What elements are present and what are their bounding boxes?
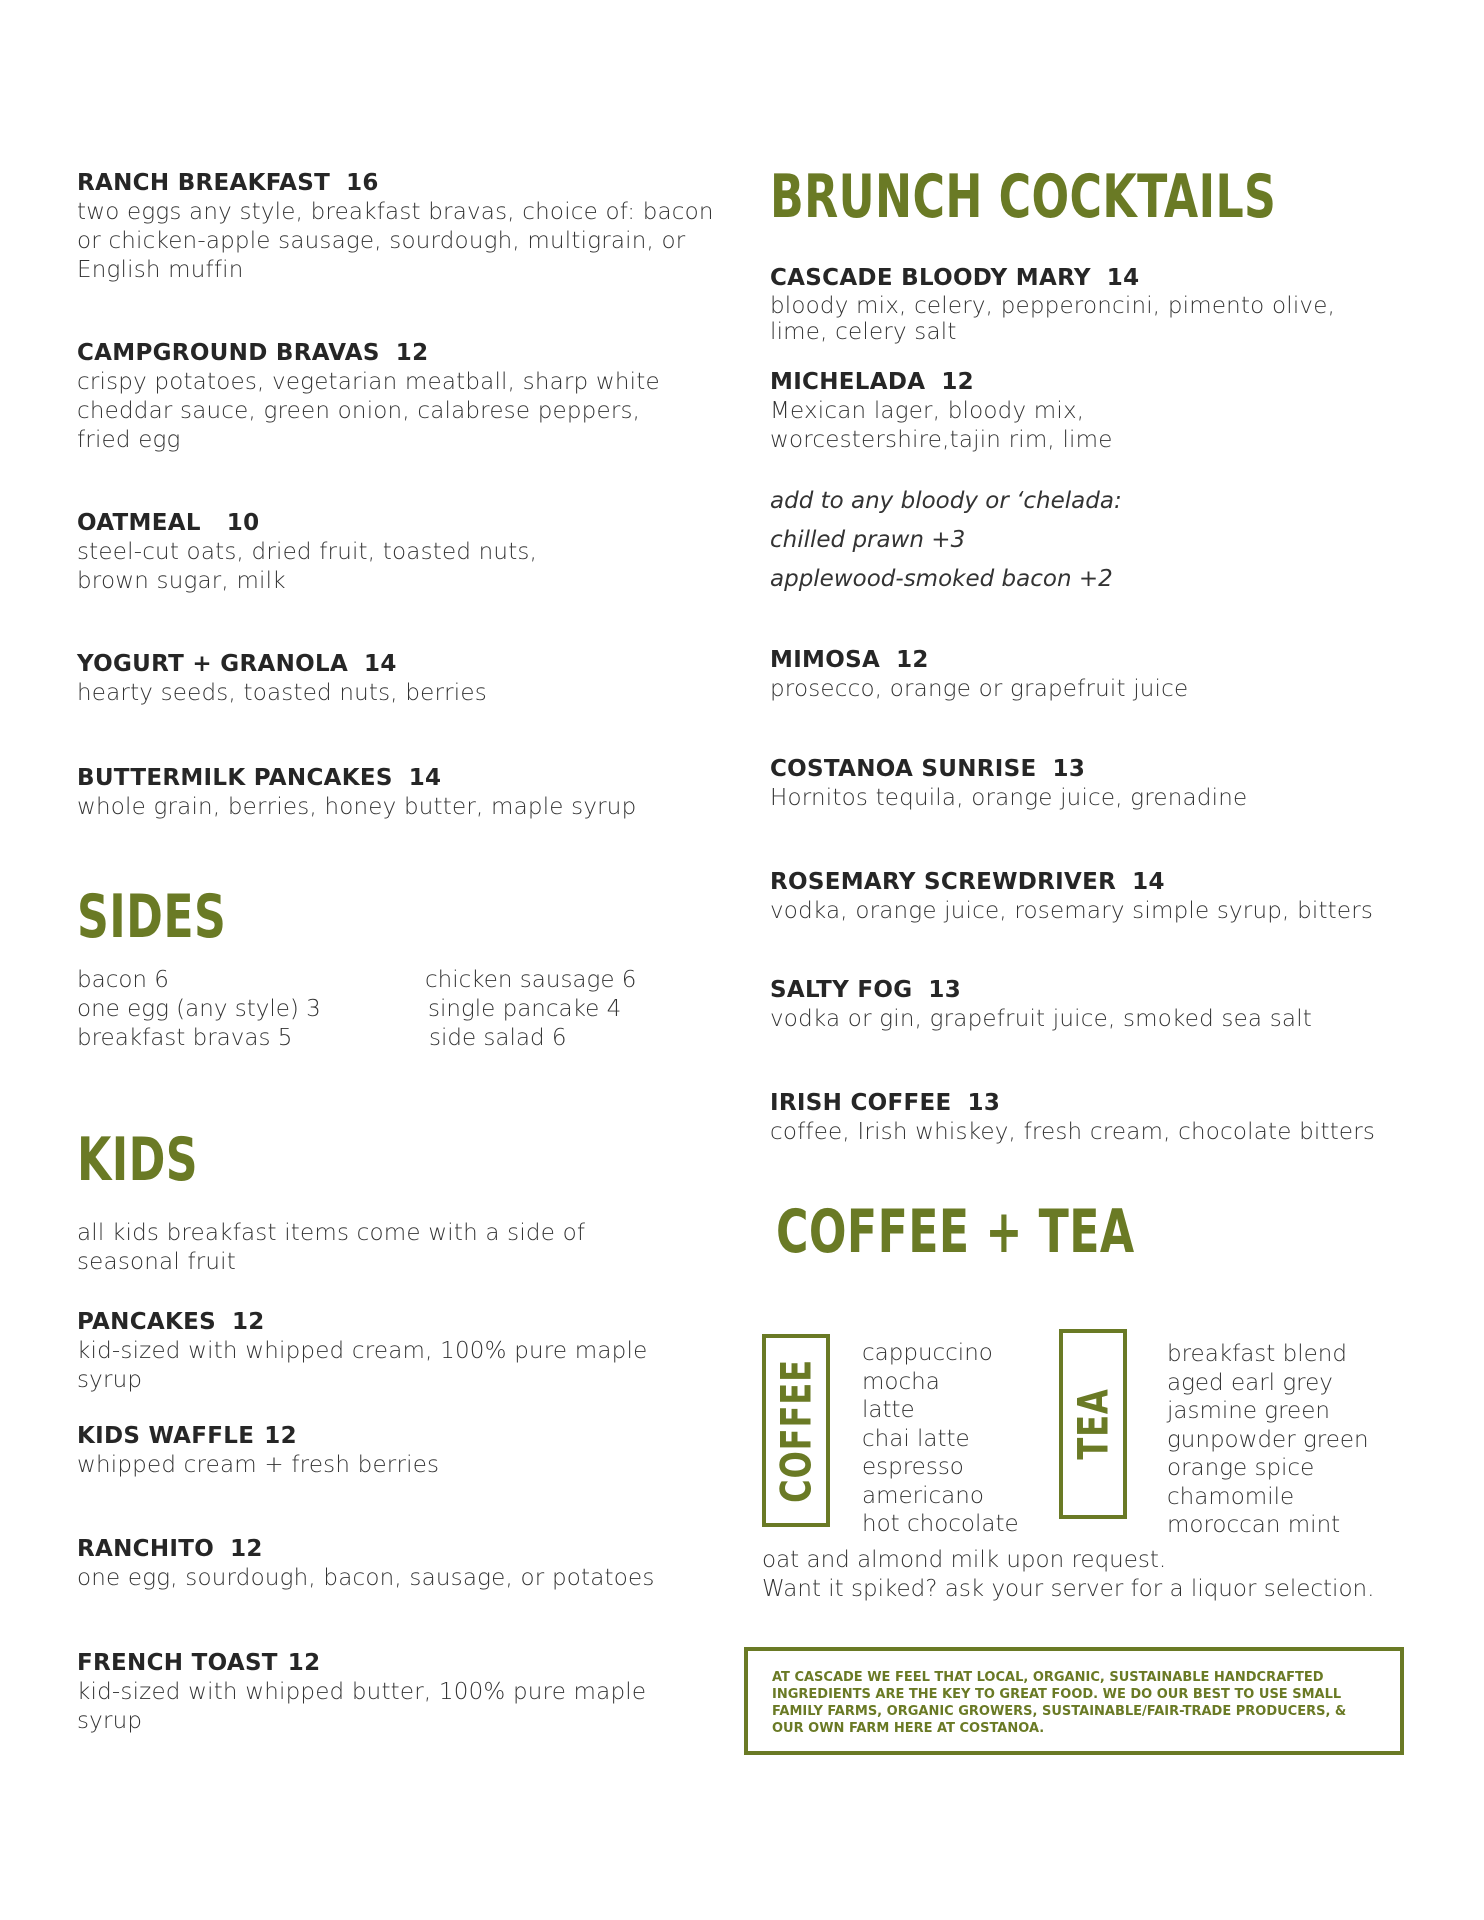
coffee-label-box — [762, 1334, 830, 1527]
item-desc: two eggs any style, breakfast bravas, choice of: bacon or chicken-apple sausage, sourdough, multigrain, or English muffin — [77, 199, 714, 283]
item-desc: whole grain, berries, honey butter, maple syrup — [77, 794, 637, 820]
addon-bacon: applewood-smoked bacon +2 — [770, 566, 1113, 592]
item-name: CAMPGROUND BRAVAS 12 — [77, 340, 429, 366]
tea-label-box — [1059, 1329, 1127, 1519]
item-desc: vodka or gin, grapefruit juice, smoked sea salt — [770, 1006, 1313, 1032]
item-desc: prosecco, orange or grapefruit juice — [770, 676, 1189, 702]
tea-list: breakfast blend aged earl grey jasmine green gunpowder green orange spice chamomile moroccan mint — [1167, 1341, 1369, 1538]
menu-item-campground-bravas — [77, 338, 660, 455]
item-desc: one egg, sourdough, bacon, sausage, or potatoes — [77, 1565, 655, 1591]
menu-item-kids-waffle — [77, 1421, 439, 1480]
item-name: COSTANOA SUNRISE 13 — [770, 756, 1086, 782]
menu-item-ranchito — [77, 1534, 655, 1593]
item-name: RANCHITO 12 — [77, 1536, 263, 1562]
menu-item-buttermilk-pancakes — [77, 763, 636, 822]
item-name: ROSEMARY SCREWDRIVER 14 — [770, 869, 1165, 895]
item-name: OATMEAL 10 — [77, 510, 260, 536]
item-name: SALTY FOG 13 — [770, 977, 962, 1003]
sides-right-list: chicken sausage 6 single pancake 4 side salad 6 — [425, 967, 637, 1051]
brunch-cocktails-title: BRUNCH COCKTAILS — [770, 162, 1277, 232]
coffee-tea-title: COFFEE + TEA — [776, 1197, 1135, 1267]
item-name: BUTTERMILK PANCAKES 14 — [77, 765, 442, 791]
item-name: CASCADE BLOODY MARY 14 — [770, 265, 1140, 291]
coffee-tea-notes: oat and almond milk upon request. Want it spiked? ask your server for a liquor selection. — [762, 1547, 1375, 1602]
item-desc: whipped cream + fresh berries — [77, 1452, 440, 1478]
menu-item-ranch-breakfast — [77, 168, 714, 285]
kids-intro: all kids breakfast items come with a side of seasonal fruit — [77, 1220, 586, 1275]
sustainability-note-box — [744, 1647, 1404, 1755]
item-desc: Mexican lager, bloody mix, worcestershire,tajin rim, lime — [770, 398, 1113, 453]
item-name: MICHELADA 12 — [770, 369, 974, 395]
item-name: FRENCH TOAST 12 — [77, 1650, 321, 1676]
menu-item-irish-coffee — [770, 1088, 1375, 1147]
addon-prawn: chilled prawn +3 — [770, 527, 966, 553]
item-desc: vodka, orange juice, rosemary simple syrup, bitters — [770, 898, 1374, 924]
item-desc: coffee, Irish whiskey, fresh cream, chocolate bitters — [770, 1119, 1376, 1145]
coffee-label: COFFEE — [771, 1358, 821, 1503]
addons-heading: add to any bloody or ‘chelada: — [770, 488, 1122, 514]
menu-item-cascade-bloody-mary — [770, 263, 1335, 345]
kids-title: KIDS — [77, 1125, 199, 1195]
item-desc: kid-sized with whipped butter, 100% pure maple syrup — [77, 1679, 647, 1734]
menu-item-salty-fog — [770, 975, 1312, 1034]
item-desc: kid-sized with whipped cream, 100% pure maple syrup — [77, 1338, 648, 1393]
menu-item-french-toast — [77, 1648, 717, 1736]
item-name: RANCH BREAKFAST 16 — [77, 170, 379, 196]
menu-item-costanoa-sunrise — [770, 754, 1247, 813]
menu-item-kids-pancakes — [77, 1307, 717, 1395]
menu-item-rosemary-screwdriver — [770, 867, 1373, 926]
sides-left-list: bacon 6 one egg (any style) 3 breakfast bravas 5 — [77, 967, 321, 1051]
item-desc: bloody mix, celery, pepperoncini, pimento olive, lime, celery salt — [770, 293, 1336, 345]
menu-item-mimosa — [770, 645, 1188, 704]
item-desc: crispy potatoes, vegetarian meatball, sharp white cheddar sauce, green onion, calabrese peppers, fried egg — [77, 369, 660, 453]
item-name: KIDS WAFFLE 12 — [77, 1423, 297, 1449]
item-name: YOGURT + GRANOLA 14 — [77, 651, 397, 677]
menu-item-oatmeal — [77, 508, 537, 596]
item-desc: hearty seeds, toasted nuts, berries — [77, 680, 487, 706]
item-name: IRISH COFFEE 13 — [770, 1090, 1001, 1116]
sides-title: SIDES — [77, 882, 227, 952]
menu-item-yogurt-granola — [77, 649, 487, 708]
item-name: PANCAKES 12 — [77, 1309, 265, 1335]
coffee-list: cappuccino mocha latte chai latte espresso americano hot chocolate — [862, 1340, 1019, 1537]
item-desc: Hornitos tequila, orange juice, grenadine — [770, 785, 1248, 811]
sustainability-note: AT CASCADE WE FEEL THAT LOCAL, ORGANIC, SUSTAINABLE HANDCRAFTED INGREDIENTS ARE THE KEY TO GREAT FOOD. WE DO OUR BEST TO USE SMALL FAMILY FARMS, ORGANIC GROWERS, SUSTAINABLE/FAIR-TRADE PRODUCERS, & OUR OWN FARM HERE AT COSTANOA. — [772, 1670, 1347, 1736]
tea-label: TEA — [1068, 1388, 1118, 1460]
item-name: MIMOSA 12 — [770, 647, 929, 673]
menu-item-michelada — [770, 367, 1113, 455]
item-desc: steel-cut oats, dried fruit, toasted nuts, brown sugar, milk — [77, 539, 538, 594]
